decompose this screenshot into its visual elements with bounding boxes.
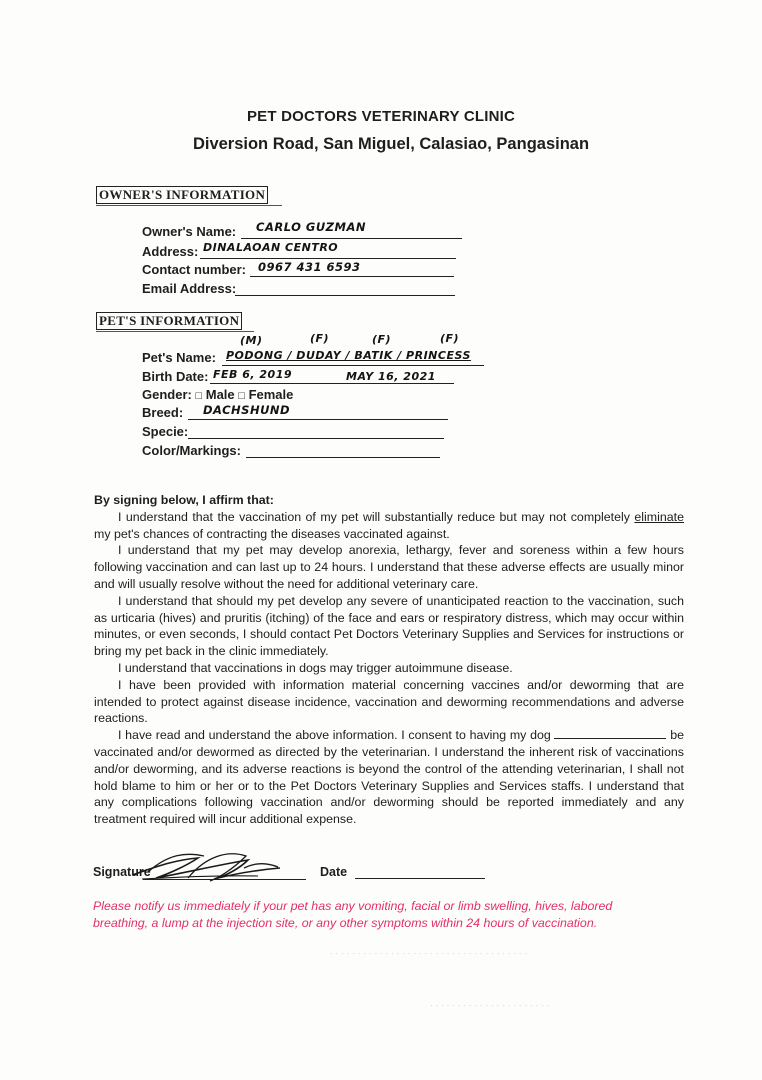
- owner-name-label: Owner's Name:: [142, 224, 237, 239]
- clinic-address: Diversion Road, San Miguel, Calasiao, Pangasinan: [192, 135, 590, 153]
- pet-name-value[interactable]: PODONG / DUDAY / BATIK / PRINCESS: [226, 349, 471, 362]
- consent-lead: By signing below, I affirm that:: [94, 493, 274, 507]
- pet-section-title: PET'S INFORMATION: [96, 312, 242, 330]
- clinic-name: PET DOCTORS VETERINARY CLINIC: [246, 108, 516, 125]
- consent-paragraph: [94, 727, 684, 828]
- color-markings-line[interactable]: [246, 457, 440, 458]
- consent-paragraph: I understand that should my pet develop any severe of unanticipated reaction to the vaccination, such as urticaria (hives) and pruritis (itching) of the face and ears or respiratory distress, which may occur within minutes, or even seconds, I should contact Pet Doctors Veterinary Supplies and Services for instructions or bring my pet back in the clinic immediately.: [94, 593, 684, 659]
- female-label: Female: [248, 387, 294, 402]
- birth-date-value-1[interactable]: FEB 6, 2019: [213, 368, 293, 381]
- gender-label: Gender:: [142, 387, 192, 402]
- bleed-mark: . . . . . . . . . . . . . . . . . . . . . .: [430, 1002, 550, 1013]
- consent-p6-start: I have read and understand the above information. I consent to having my dog: [118, 728, 551, 743]
- consent-p1-end: my pet's chances of contracting the diseases vaccinated against.: [94, 526, 450, 541]
- pet-sex-annotation: (F): [440, 332, 460, 345]
- contact-number-value[interactable]: 0967 431 6593: [258, 260, 361, 274]
- symptom-notice: Please notify us immediately if your pet has any vomiting, facial or limb swelling, hives, labored breathing, a lump at the injection site, or any other symptoms within 24 hours of vaccination.: [93, 899, 613, 930]
- consent-p1-start: I understand that the vaccination of my pet will substantially reduce but may not completely: [118, 509, 635, 524]
- owner-name-line: [241, 238, 462, 239]
- pet-sex-annotation: (F): [310, 332, 330, 345]
- handwritten-signature: [128, 848, 298, 888]
- signature-label: Signature: [93, 865, 151, 879]
- owner-address-label: Address:: [142, 244, 199, 259]
- consent-paragraph: I understand that vaccinations in dogs may trigger autoimmune disease.: [118, 660, 513, 675]
- date-label: Date: [320, 865, 348, 879]
- birth-date-value-2[interactable]: MAY 16, 2021: [346, 370, 436, 383]
- breed-line: [188, 419, 448, 420]
- birth-date-label: Birth Date:: [142, 369, 209, 384]
- owner-name-value[interactable]: CARLO GUZMAN: [256, 220, 366, 234]
- date-line[interactable]: [355, 878, 485, 879]
- consent-paragraph: [94, 509, 684, 543]
- color-markings-label: Color/Markings:: [142, 443, 241, 458]
- contact-number-label: Contact number:: [142, 262, 246, 277]
- email-label: Email Address:: [142, 281, 237, 296]
- gender-row: [142, 387, 293, 404]
- consent-p6-end: be vaccinated and/or dewormed as directed by the veterinarian. I understand the inherent risk of vaccinations and/or deworming, and its adverse reactions is beyond the control of the attending veterinarian, I shall not hold blame to him or her or to the Pet Doctors Veterinary Supplies and Services staffs. I understand that any complications following vaccination and/or deworming should be reported immediately and any treatment required will incur additional expense.: [94, 728, 685, 827]
- specie-label: Specie:: [142, 424, 189, 439]
- owner-address-value[interactable]: DINALAOAN CENTRO: [203, 241, 339, 254]
- breed-value[interactable]: DACHSHUND: [203, 403, 291, 417]
- pet-name-label: Pet's Name:: [142, 350, 216, 365]
- consent-p1-underlined: eliminate: [634, 509, 684, 524]
- female-checkbox[interactable]: □: [238, 390, 245, 402]
- owner-section-underline: [96, 205, 282, 206]
- pet-sex-annotation: (F): [372, 333, 392, 346]
- specie-line[interactable]: [188, 438, 444, 439]
- breed-label: Breed:: [142, 405, 184, 420]
- consent-text: [94, 492, 684, 828]
- male-label: Male: [205, 387, 235, 402]
- dog-name-blank[interactable]: [554, 727, 666, 739]
- pet-sex-annotation: (M): [240, 334, 263, 347]
- consent-paragraph: I have been provided with information material concerning vaccines and/or deworming that are intended to protect against disease incidence, vaccination and deworming recommendations and adverse reactions.: [94, 677, 684, 726]
- pet-name-line: [222, 365, 484, 366]
- consent-paragraph: I understand that my pet may develop anorexia, lethargy, fever and soreness within a few hours following vaccination and can last up to 24 hours. I understand that these adverse effects are usually minor and will usually resolve without the need for additional veterinary care.: [94, 543, 684, 591]
- owner-address-line: [200, 258, 456, 259]
- email-line[interactable]: [235, 295, 455, 296]
- contact-number-line: [250, 276, 454, 277]
- pet-section-underline: [96, 331, 254, 332]
- owner-section-title: OWNER'S INFORMATION: [96, 186, 268, 204]
- male-checkbox[interactable]: □: [195, 390, 203, 402]
- bleed-mark: . . . . . . . . . . . . . . . . . . . . . . . . . . . . . . . . . . . .: [330, 950, 528, 961]
- birth-date-line: [210, 383, 454, 384]
